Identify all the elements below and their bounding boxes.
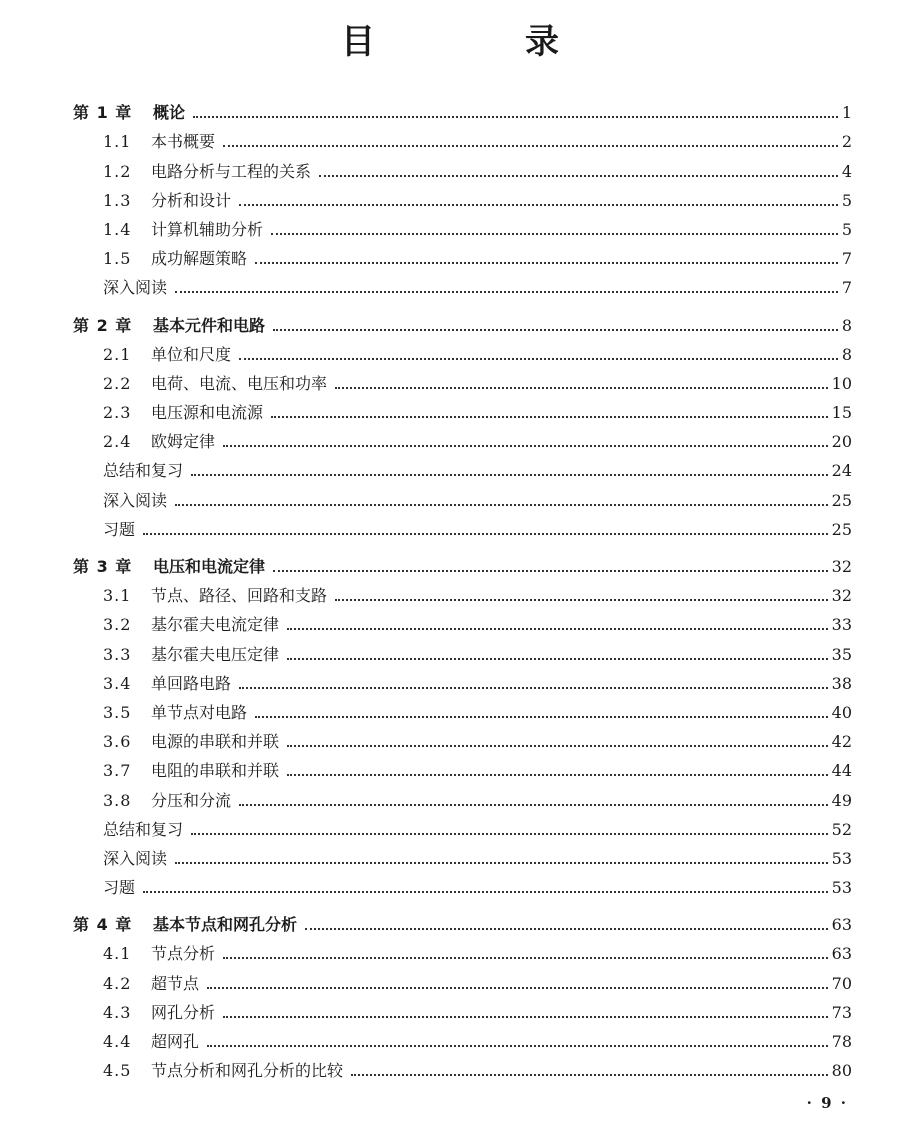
toc-section-entry-page: 38 [831,673,852,693]
dot-leader [175,291,838,293]
toc-extra-entry[interactable] [0,481,900,510]
dot-leader [305,928,828,930]
dot-leader [335,387,828,389]
toc-chapter-entry[interactable] [0,306,900,335]
toc-extra-entry[interactable] [0,840,900,869]
toc-section-entry-title: 基尔霍夫电流定律 [151,615,280,635]
toc-section-entry-title: 基尔霍夫电压定律 [151,644,280,664]
toc-section-entry-number: 3.1 [103,586,132,606]
toc-section-entry-title: 分压和分流 [151,790,232,810]
dot-leader [319,175,838,177]
toc-section-entry-page: 73 [831,1002,852,1022]
toc-section-entry-title: 电荷、电流、电压和功率 [151,373,328,393]
chapter-block [0,94,900,298]
dot-leader [193,116,838,118]
toc-section-entry-title: 单位和尺度 [151,344,232,364]
dot-leader [143,533,828,535]
toc-section-entry-title: 节点分析和网孔分析的比较 [151,1061,344,1081]
toc-extra-entry-page: 25 [831,490,852,510]
toc-chapter-entry-page: 32 [831,557,852,576]
toc-chapter-entry-number: 第 4 章 [73,915,133,935]
toc-extra-entry-page: 53 [831,848,852,868]
toc-section-entry[interactable] [0,964,900,993]
toc-section-entry-number: 2.4 [103,432,132,452]
toc-section-entry-page: 4 [841,161,852,181]
toc-section-entry-title: 电源的串联和并联 [151,732,280,752]
toc-section-entry-number: 3.8 [103,790,132,810]
dot-leader [271,233,838,235]
toc-section-entry[interactable] [0,123,900,152]
toc-section-entry[interactable] [0,606,900,635]
dot-leader [175,862,828,864]
toc-section-entry-number: 1.4 [103,219,132,239]
toc-chapter-entry[interactable] [0,94,900,123]
toc-extra-entry-title: 总结和复习 [103,461,184,481]
table-of-contents [0,94,900,1089]
toc-section-entry-number: 1.3 [103,190,132,210]
toc-section-entry-page: 2 [841,132,852,152]
toc-chapter-entry-title: 基本元件和电路 [153,315,266,335]
toc-section-entry-number: 3.3 [103,644,132,664]
toc-section-entry-number: 4.4 [103,1032,132,1051]
toc-section-entry-number: 3.4 [103,673,132,693]
toc-chapter-entry-title: 概论 [153,103,186,123]
dot-leader [273,329,838,331]
toc-section-entry-number: 3.6 [103,732,132,752]
dot-leader [239,358,838,360]
toc-extra-entry-title: 习题 [103,878,136,898]
toc-section-entry[interactable] [0,1023,900,1052]
page-title: 目 录 [341,22,617,62]
toc-extra-entry[interactable] [0,452,900,481]
dot-leader [287,745,828,747]
toc-chapter-entry-number: 第 3 章 [73,557,133,576]
toc-section-entry-page: 5 [841,190,852,210]
toc-extra-entry-title: 深入阅读 [103,278,168,298]
toc-section-entry[interactable] [0,723,900,752]
toc-section-entry[interactable] [0,635,900,664]
toc-section-entry-page: 32 [831,586,852,606]
toc-section-entry-title: 计算机辅助分析 [151,219,264,239]
dot-leader [223,445,828,447]
toc-section-entry[interactable] [0,781,900,810]
toc-section-entry-title: 网孔分析 [151,1002,216,1022]
toc-section-entry-number: 1.1 [103,132,132,152]
toc-section-entry-title: 分析和设计 [151,190,232,210]
dot-leader [335,599,828,601]
toc-extra-entry[interactable] [0,811,900,840]
toc-extra-entry-title: 习题 [103,519,136,539]
toc-extra-entry[interactable] [0,869,900,898]
dot-leader [273,570,828,572]
dot-leader [175,504,828,506]
toc-chapter-entry-page: 1 [841,103,852,123]
toc-section-entry-page: 44 [831,761,852,781]
toc-section-entry[interactable] [0,694,900,723]
toc-section-entry-page: 20 [831,432,852,452]
toc-section-entry-page: 42 [831,732,852,752]
toc-section-entry-title: 节点分析 [151,944,216,964]
toc-section-entry-title: 欧姆定律 [151,432,216,452]
toc-section-entry-page: 63 [831,944,852,964]
dot-leader [207,1045,828,1047]
toc-section-entry-number: 4.5 [103,1061,132,1081]
toc-section-entry-number: 4.3 [103,1002,132,1022]
toc-chapter-entry-number: 第 2 章 [73,315,133,335]
toc-extra-entry-page: 24 [831,461,852,481]
toc-section-entry-title: 电路分析与工程的关系 [151,161,312,181]
page-number: · 9 · [806,1094,848,1112]
toc-section-entry-page: 7 [841,249,852,269]
toc-section-entry-title: 电阻的串联和并联 [151,761,280,781]
toc-chapter-entry[interactable] [0,906,900,935]
toc-section-entry-title: 本书概要 [151,132,216,152]
toc-section-entry-number: 4.2 [103,973,132,993]
dot-leader [191,833,828,835]
toc-section-entry-title: 超节点 [151,973,200,993]
toc-section-entry[interactable] [0,394,900,423]
toc-chapter-entry-page: 63 [831,915,852,935]
toc-section-entry-page: 10 [831,373,852,393]
toc-section-entry[interactable] [0,152,900,181]
toc-section-entry-page: 35 [831,644,852,664]
toc-chapter-entry-title: 电压和电流定律 [153,557,266,576]
chapter-block [0,548,900,898]
toc-section-entry[interactable] [0,336,900,365]
toc-section-entry-page: 15 [831,403,852,423]
toc-chapter-entry-title: 基本节点和网孔分析 [153,915,298,935]
toc-chapter-entry-number: 第 1 章 [73,103,133,123]
toc-section-entry-page: 8 [841,344,852,364]
dot-leader [255,262,838,264]
toc-section-entry-number: 3.5 [103,702,132,722]
toc-section-entry-number: 1.5 [103,249,132,269]
toc-section-entry-page: 80 [831,1061,852,1081]
toc-section-entry[interactable] [0,577,900,606]
toc-section-entry-number: 2.1 [103,344,132,364]
dot-leader [223,1016,828,1018]
chapter-block [0,906,900,1081]
toc-section-entry-title: 节点、路径、回路和支路 [151,586,328,606]
chapter-block [0,306,900,540]
toc-extra-entry-title: 深入阅读 [103,490,168,510]
toc-section-entry[interactable] [0,994,900,1023]
toc-section-entry[interactable] [0,182,900,211]
dot-leader [223,957,828,959]
toc-section-entry[interactable] [0,935,900,964]
dot-leader [255,716,828,718]
toc-section-entry-number: 2.3 [103,403,132,423]
toc-extra-entry[interactable] [0,269,900,298]
toc-section-entry-number: 3.2 [103,615,132,635]
toc-section-entry-title: 超网孔 [151,1032,200,1051]
dot-leader [287,774,828,776]
toc-section-entry-page: 40 [831,702,852,722]
dot-leader [239,204,838,206]
dot-leader [239,687,828,689]
toc-chapter-entry[interactable] [0,548,900,577]
toc-section-entry[interactable] [0,240,900,269]
toc-section-entry-number: 2.2 [103,373,132,393]
toc-extra-entry-page: 7 [841,278,852,298]
dot-leader [143,891,828,893]
toc-section-entry[interactable] [0,1052,900,1081]
toc-section-entry-number: 4.1 [103,944,132,964]
toc-extra-entry-page: 52 [831,819,852,839]
toc-extra-entry-page: 53 [831,878,852,898]
dot-leader [207,987,828,989]
toc-section-entry-page: 33 [831,615,852,635]
toc-section-entry[interactable] [0,752,900,781]
toc-extra-entry-title: 深入阅读 [103,848,168,868]
dot-leader [287,658,828,660]
toc-section-entry-title: 单节点对电路 [151,702,248,722]
dot-leader [223,145,838,147]
toc-extra-entry-page: 25 [831,519,852,539]
toc-section-entry-number: 1.2 [103,161,132,181]
toc-extra-entry[interactable] [0,511,900,540]
toc-section-entry-page: 70 [831,973,852,993]
toc-extra-entry-title: 总结和复习 [103,819,184,839]
dot-leader [271,416,828,418]
toc-section-entry-page: 49 [831,790,852,810]
toc-section-entry-title: 成功解题策略 [151,249,248,269]
toc-section-entry-number: 3.7 [103,761,132,781]
toc-section-entry[interactable] [0,423,900,452]
dot-leader [287,628,828,630]
toc-section-entry[interactable] [0,365,900,394]
toc-section-entry-title: 单回路电路 [151,673,232,693]
dot-leader [191,474,828,476]
toc-section-entry-page: 78 [831,1032,852,1051]
toc-section-entry-page: 5 [841,219,852,239]
toc-chapter-entry-page: 8 [841,315,852,335]
dot-leader [351,1074,828,1076]
toc-section-entry[interactable] [0,211,900,240]
dot-leader [239,804,828,806]
toc-section-entry-title: 电压源和电流源 [151,403,264,423]
toc-section-entry[interactable] [0,665,900,694]
